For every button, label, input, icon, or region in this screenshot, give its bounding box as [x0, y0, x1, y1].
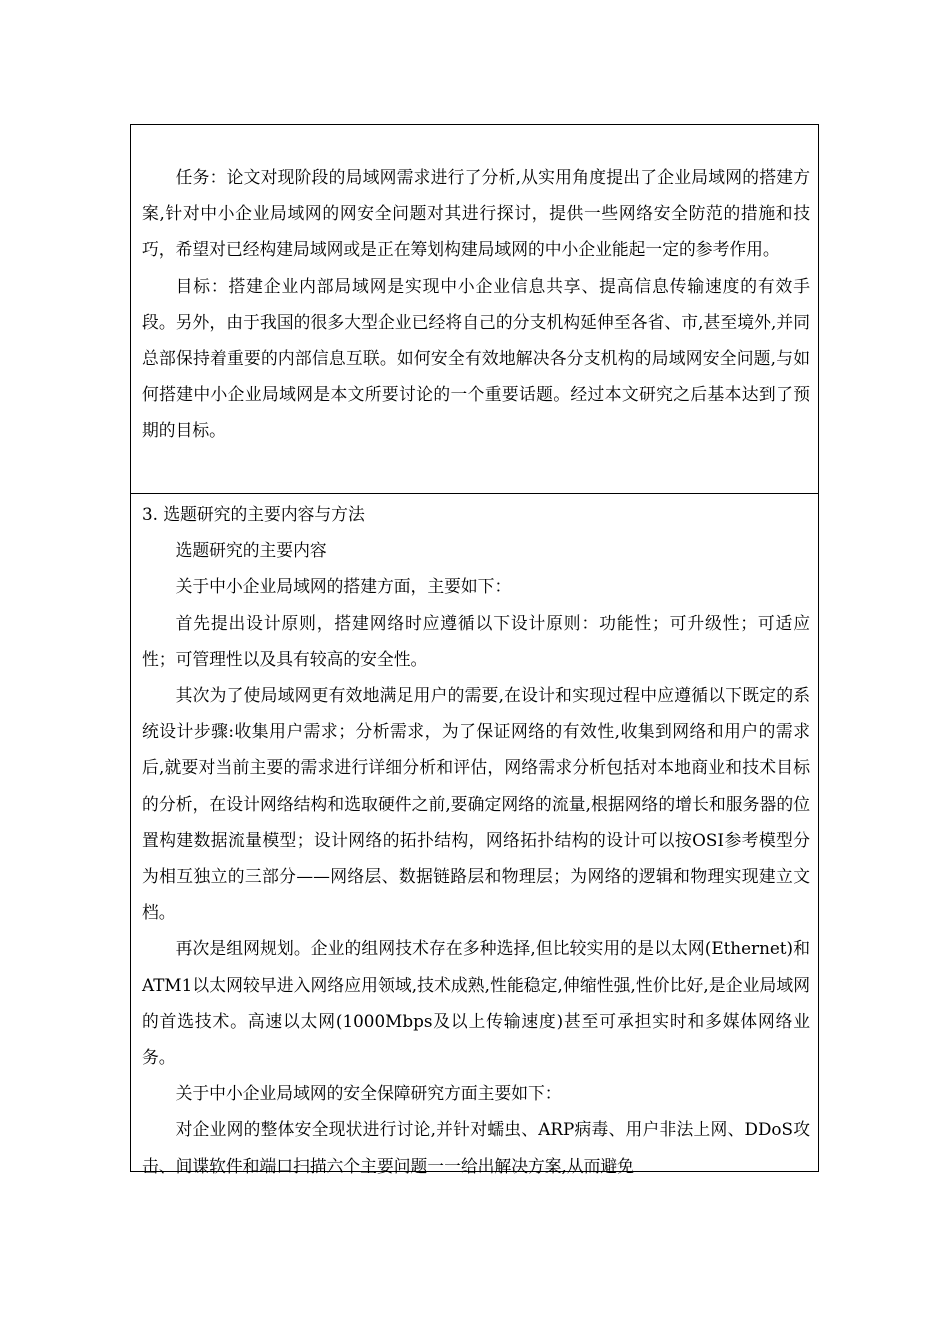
lan-building-intro: 关于中小企业局域网的搭建方面，主要如下： — [175, 576, 512, 597]
network-planning-paragraph: 再次是组网规划。企业的组网技术存在多种选择,但比较实用的是以太网(Ethernet)和ATM1以太网较早进入网络应用领域,技术成熟,性能稳定,伸缩性强,性价比好,是企业局域网的首选技术。高速以太网(1000Mbps及以上传输速度)甚至可承担实时和多媒体网络业务。 — [142, 938, 810, 1068]
table-row-divider — [131, 493, 818, 494]
security-intro: 关于中小企业局域网的安全保障研究方面主要如下： — [175, 1083, 562, 1104]
section-heading: 3. 选题研究的主要内容与方法 — [142, 504, 365, 524]
subheading-main-content: 选题研究的主要内容 — [175, 540, 327, 561]
security-issues-paragraph: 对企业网的整体安全现状进行讨论,并针对蠕虫、ARP病毒、用户非法上网、DDoS攻击、间谍软件和端口扫描六个主要问题一一给出解决方案,从而避免 — [142, 1119, 810, 1176]
design-steps-paragraph: 其次为了使局域网更有效地满足用户的需要,在设计和实现过程中应遵循以下既定的系统设计步骤:收集用户需求；分析需求，为了保证网络的有效性,收集到网络和用户的需求后,就要对当前主要的需求进行详细分析和评估，网络需求分析包括对本地商业和技术目标的分析，在设计网络结构和选取硬件之前,要确定网络的流量,根据网络的增长和服务器的位置构建数据流量模型；设计网络的拓扑结构，网络拓扑结构的设计可以按OSI参考模型分为相互独立的三部分——网络层、数据链路层和物理层；为网络的逻辑和物理实现建立文档。 — [142, 685, 810, 923]
research-content-cell — [142, 496, 810, 1184]
task-goal-cell — [142, 159, 810, 449]
design-principles-paragraph: 首先提出设计原则，搭建网络时应遵循以下设计原则：功能性；可升级性；可适应性；可管理性以及具有较高的安全性。 — [142, 612, 810, 669]
document-table — [130, 124, 819, 1176]
goal-paragraph: 目标：搭建企业内部局域网是实现中小企业信息共享、提高信息传输速度的有效手段。另外，由于我国的很多大型企业已经将自己的分支机构延伸至各省、市,甚至境外,并同总部保持着重要的内部信息互联。如何安全有效地解决各分支机构的局域网安全问题,与如何搭建中小企业局域网是本文所要讨论的一个重要话题。经过本文研究之后基本达到了预期的目标。 — [142, 275, 810, 441]
task-paragraph: 任务：论文对现阶段的局域网需求进行了分析,从实用角度提出了企业局域网的搭建方案,针对中小企业局域网的网安全问题对其进行探讨，提供一些网络安全防范的措施和技巧，希望对已经构建局域网或是正在筹划构建局域网的中小企业能起一定的参考作用。 — [142, 167, 810, 260]
